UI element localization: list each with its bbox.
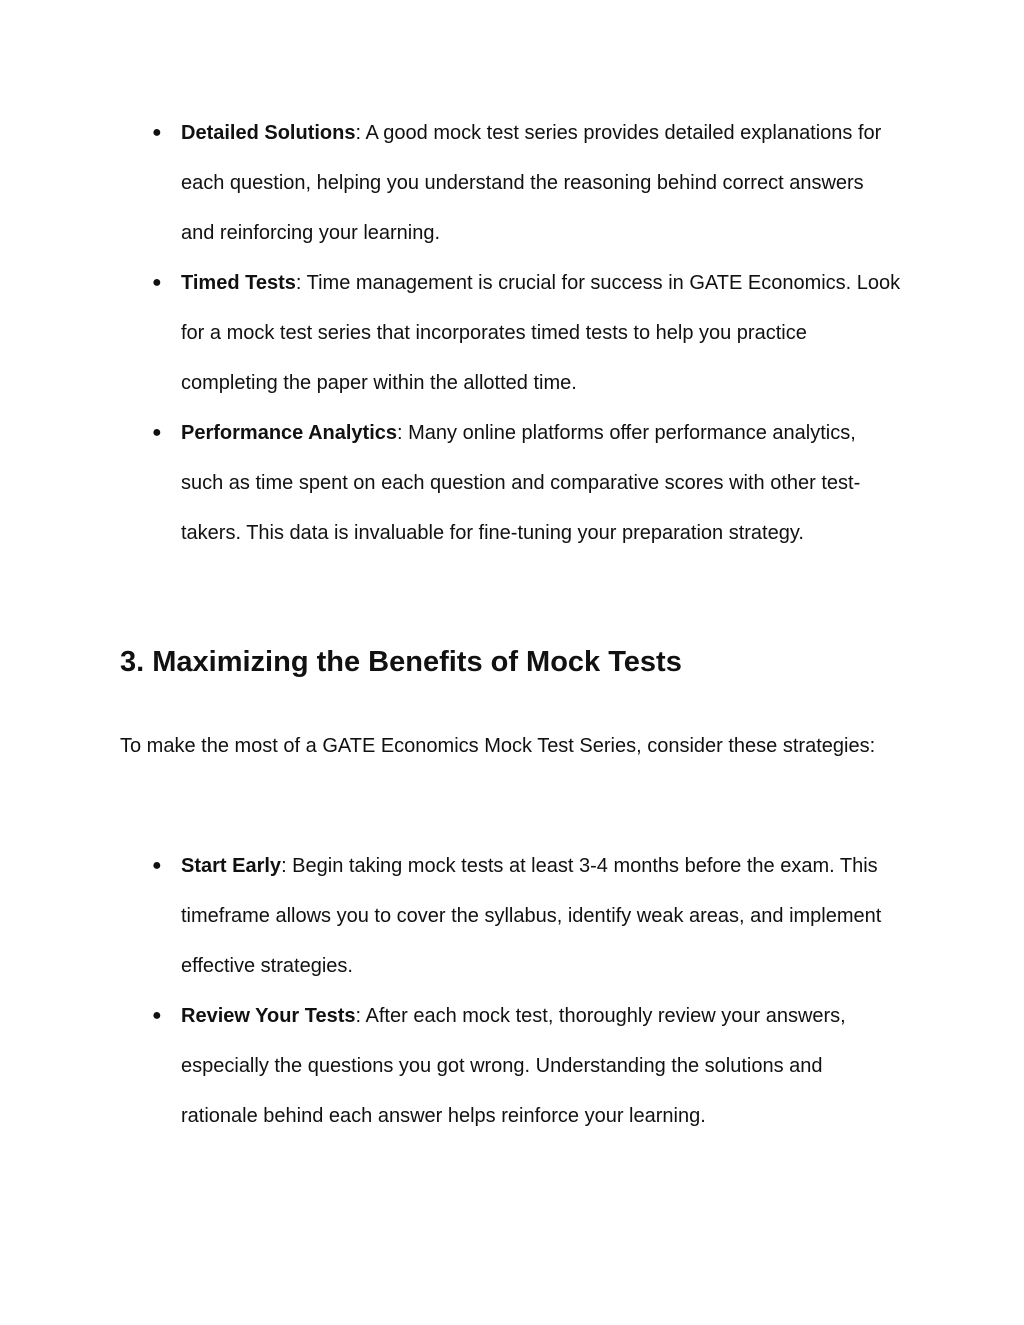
bullet-icon: ●: [152, 274, 162, 291]
list-item: [152, 991, 901, 1141]
list-item-text: : After each mock test, thoroughly review your answers, especially the questions you got wrong. Understanding the solutions and rationale behind each answer helps reinforce your learning.: [181, 1005, 846, 1127]
features-bullet-list: [152, 108, 901, 558]
section-heading: 3. Maximizing the Benefits of Mock Tests: [120, 646, 682, 678]
bullet-icon: ●: [152, 1007, 162, 1024]
list-item: [152, 258, 901, 408]
strategies-bullet-list: [152, 841, 901, 1141]
bullet-icon: ●: [152, 124, 162, 141]
list-item-text: : Time management is crucial for success in GATE Economics. Look for a mock test series that incorporates timed tests to help you practice completing the paper within the allotted time.: [181, 272, 901, 394]
list-item-text: : Begin taking mock tests at least 3-4 months before the exam. This timeframe allows you to cover the syllabus, identify weak areas, and implement effective strategies.: [181, 855, 882, 977]
list-item: [152, 841, 901, 991]
list-item-term: Timed Tests: [181, 272, 296, 294]
list-item-term: Review Your Tests: [181, 1005, 356, 1027]
bullet-icon: ●: [152, 424, 162, 441]
list-item-text: : Many online platforms offer performance analytics, such as time spent on each question and comparative scores with other test-takers. This data is invaluable for fine-tuning your preparation strategy.: [181, 422, 861, 544]
list-item-term: Performance Analytics: [181, 422, 398, 444]
list-item-term: Detailed Solutions: [181, 122, 356, 144]
list-item-term: Start Early: [181, 855, 282, 877]
bullet-icon: ●: [152, 857, 162, 874]
list-item-text: : A good mock test series provides detailed explanations for each question, helping you understand the reasoning behind correct answers and reinforcing your learning.: [181, 122, 882, 244]
list-item: [152, 108, 901, 258]
intro-paragraph: To make the most of a GATE Economics Mock Test Series, consider these strategies:: [120, 735, 876, 757]
list-item: [152, 408, 901, 558]
